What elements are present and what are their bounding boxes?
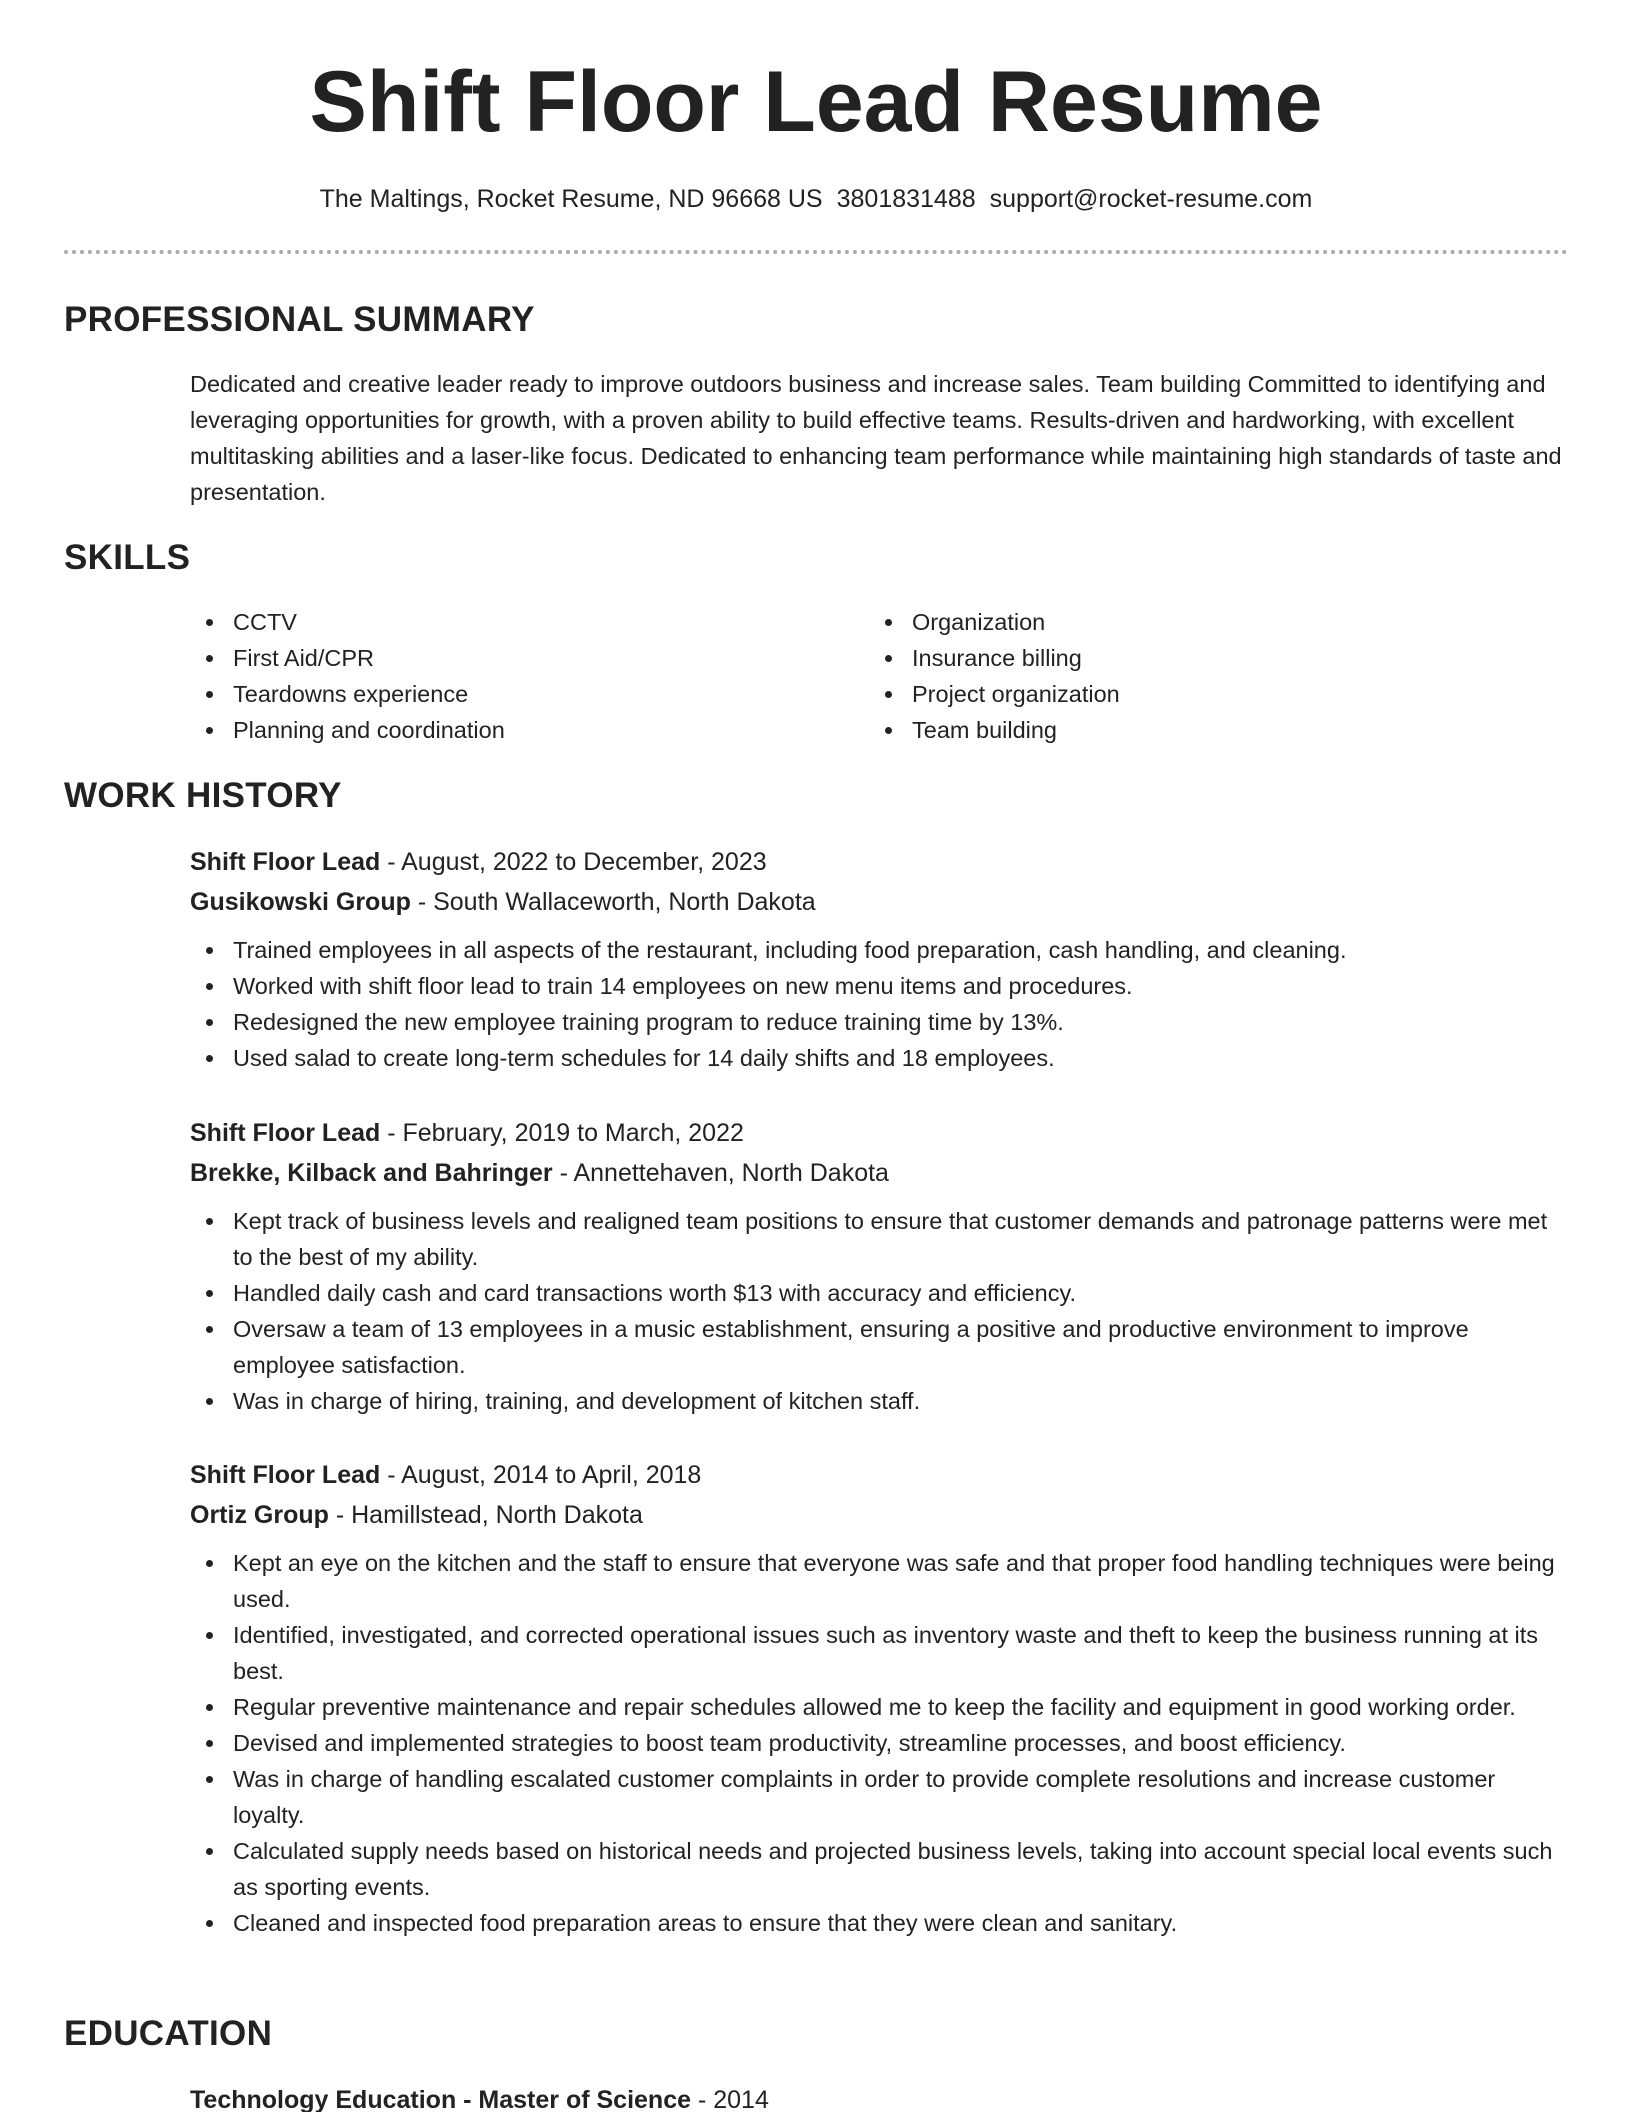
job-title: Shift Floor Lead	[190, 1119, 381, 1147]
skill-item: CCTV	[190, 604, 790, 640]
job-entry	[190, 842, 1570, 1076]
job-dates: - February, 2019 to March, 2022	[380, 1119, 744, 1147]
education-entry	[190, 2080, 1570, 2112]
job-title-line	[190, 842, 1570, 882]
summary-heading: PROFESSIONAL SUMMARY	[64, 300, 535, 339]
skill-item: Planning and coordination	[190, 712, 790, 748]
job-bullet: Was in charge of hiring, training, and development of kitchen staff.	[190, 1383, 1570, 1419]
skill-item: First Aid/CPR	[190, 640, 790, 676]
job-company: Ortiz Group	[190, 1501, 329, 1529]
job-company-line	[190, 1153, 1570, 1193]
summary-text: Dedicated and creative leader ready to improve outdoors business and increase sales. Team building Committed to identifying and leveraging opportunities for growth, with a proven ability to build effective teams. Results-driven and hardworking, with excellent multitasking abilities and a laser-like focus. Dedicated to enhancing team performance while maintaining high standards of taste and presentation.	[190, 371, 1562, 505]
job-bullet: Kept an eye on the kitchen and the staff to ensure that everyone was safe and that proper food handling techniques were being used.	[190, 1545, 1570, 1617]
resume-title: Shift Floor Lead Resume	[309, 54, 1323, 150]
education-degree: Technology Education - Master of Science	[190, 2086, 692, 2112]
job-location: - Hamillstead, North Dakota	[328, 1501, 643, 1529]
contact-line	[0, 182, 1632, 216]
job-entry	[190, 1455, 1570, 1941]
skill-item: Insurance billing	[869, 640, 1469, 676]
skill-item: Project organization	[869, 676, 1469, 712]
job-dates: - August, 2022 to December, 2023	[380, 848, 767, 876]
job-bullet: Cleaned and inspected food preparation areas to ensure that they were clean and sanitary.	[190, 1905, 1570, 1941]
job-location: - South Wallaceworth, North Dakota	[410, 888, 816, 916]
education-year: - 2014	[691, 2086, 769, 2112]
contact-address: The Maltings, Rocket Resume, ND 96668 US	[319, 185, 823, 213]
job-bullet: Devised and implemented strategies to boost team productivity, streamline processes, and boost efficiency.	[190, 1725, 1570, 1761]
skill-item: Organization	[869, 604, 1469, 640]
job-dates: - August, 2014 to April, 2018	[380, 1461, 702, 1489]
job-bullet: Regular preventive maintenance and repair schedules allowed me to keep the facility and equipment in good working order.	[190, 1689, 1570, 1725]
job-bullet: Calculated supply needs based on historical needs and projected business levels, taking into account special local events such as sporting events.	[190, 1833, 1570, 1905]
skill-item: Teardowns experience	[190, 676, 790, 712]
job-bullet: Trained employees in all aspects of the restaurant, including food preparation, cash handling, and cleaning.	[190, 932, 1570, 968]
job-bullet: Oversaw a team of 13 employees in a music establishment, ensuring a positive and productive environment to improve employee satisfaction.	[190, 1311, 1570, 1383]
education-heading: EDUCATION	[64, 2014, 273, 2053]
skill-item: Team building	[869, 712, 1469, 748]
job-entry	[190, 1113, 1570, 1419]
contact-email[interactable]: support@rocket-resume.com	[989, 185, 1313, 213]
skills-heading: SKILLS	[64, 538, 191, 577]
job-company: Brekke, Kilback and Bahringer	[190, 1159, 553, 1187]
job-title: Shift Floor Lead	[190, 1461, 381, 1489]
job-bullet: Identified, investigated, and corrected operational issues such as inventory waste and theft to keep the business running at its best.	[190, 1617, 1570, 1689]
job-bullet: Handled daily cash and card transactions worth $13 with accuracy and efficiency.	[190, 1275, 1570, 1311]
job-company-line	[190, 1495, 1570, 1535]
job-title-line	[190, 1113, 1570, 1153]
contact-phone: 3801831488	[836, 185, 976, 213]
job-bullet: Kept track of business levels and realigned team positions to ensure that customer demands and patronage patterns were met to the best of my ability.	[190, 1203, 1570, 1275]
job-bullet: Was in charge of handling escalated customer complaints in order to provide complete resolutions and increase customer loyalty.	[190, 1761, 1570, 1833]
skills-column-left	[190, 604, 790, 748]
job-company-line	[190, 882, 1570, 922]
job-title: Shift Floor Lead	[190, 848, 381, 876]
skills-column-right	[869, 604, 1469, 748]
job-bullet: Worked with shift floor lead to train 14 employees on new menu items and procedures.	[190, 968, 1570, 1004]
job-company: Gusikowski Group	[190, 888, 411, 916]
job-bullet: Redesigned the new employee training program to reduce training time by 13%.	[190, 1004, 1570, 1040]
job-title-line	[190, 1455, 1570, 1495]
header-divider	[64, 250, 1568, 254]
job-bullet: Used salad to create long-term schedules for 14 daily shifts and 18 employees.	[190, 1040, 1570, 1076]
job-location: - Annettehaven, North Dakota	[552, 1159, 889, 1187]
work-history-heading: WORK HISTORY	[64, 776, 342, 815]
